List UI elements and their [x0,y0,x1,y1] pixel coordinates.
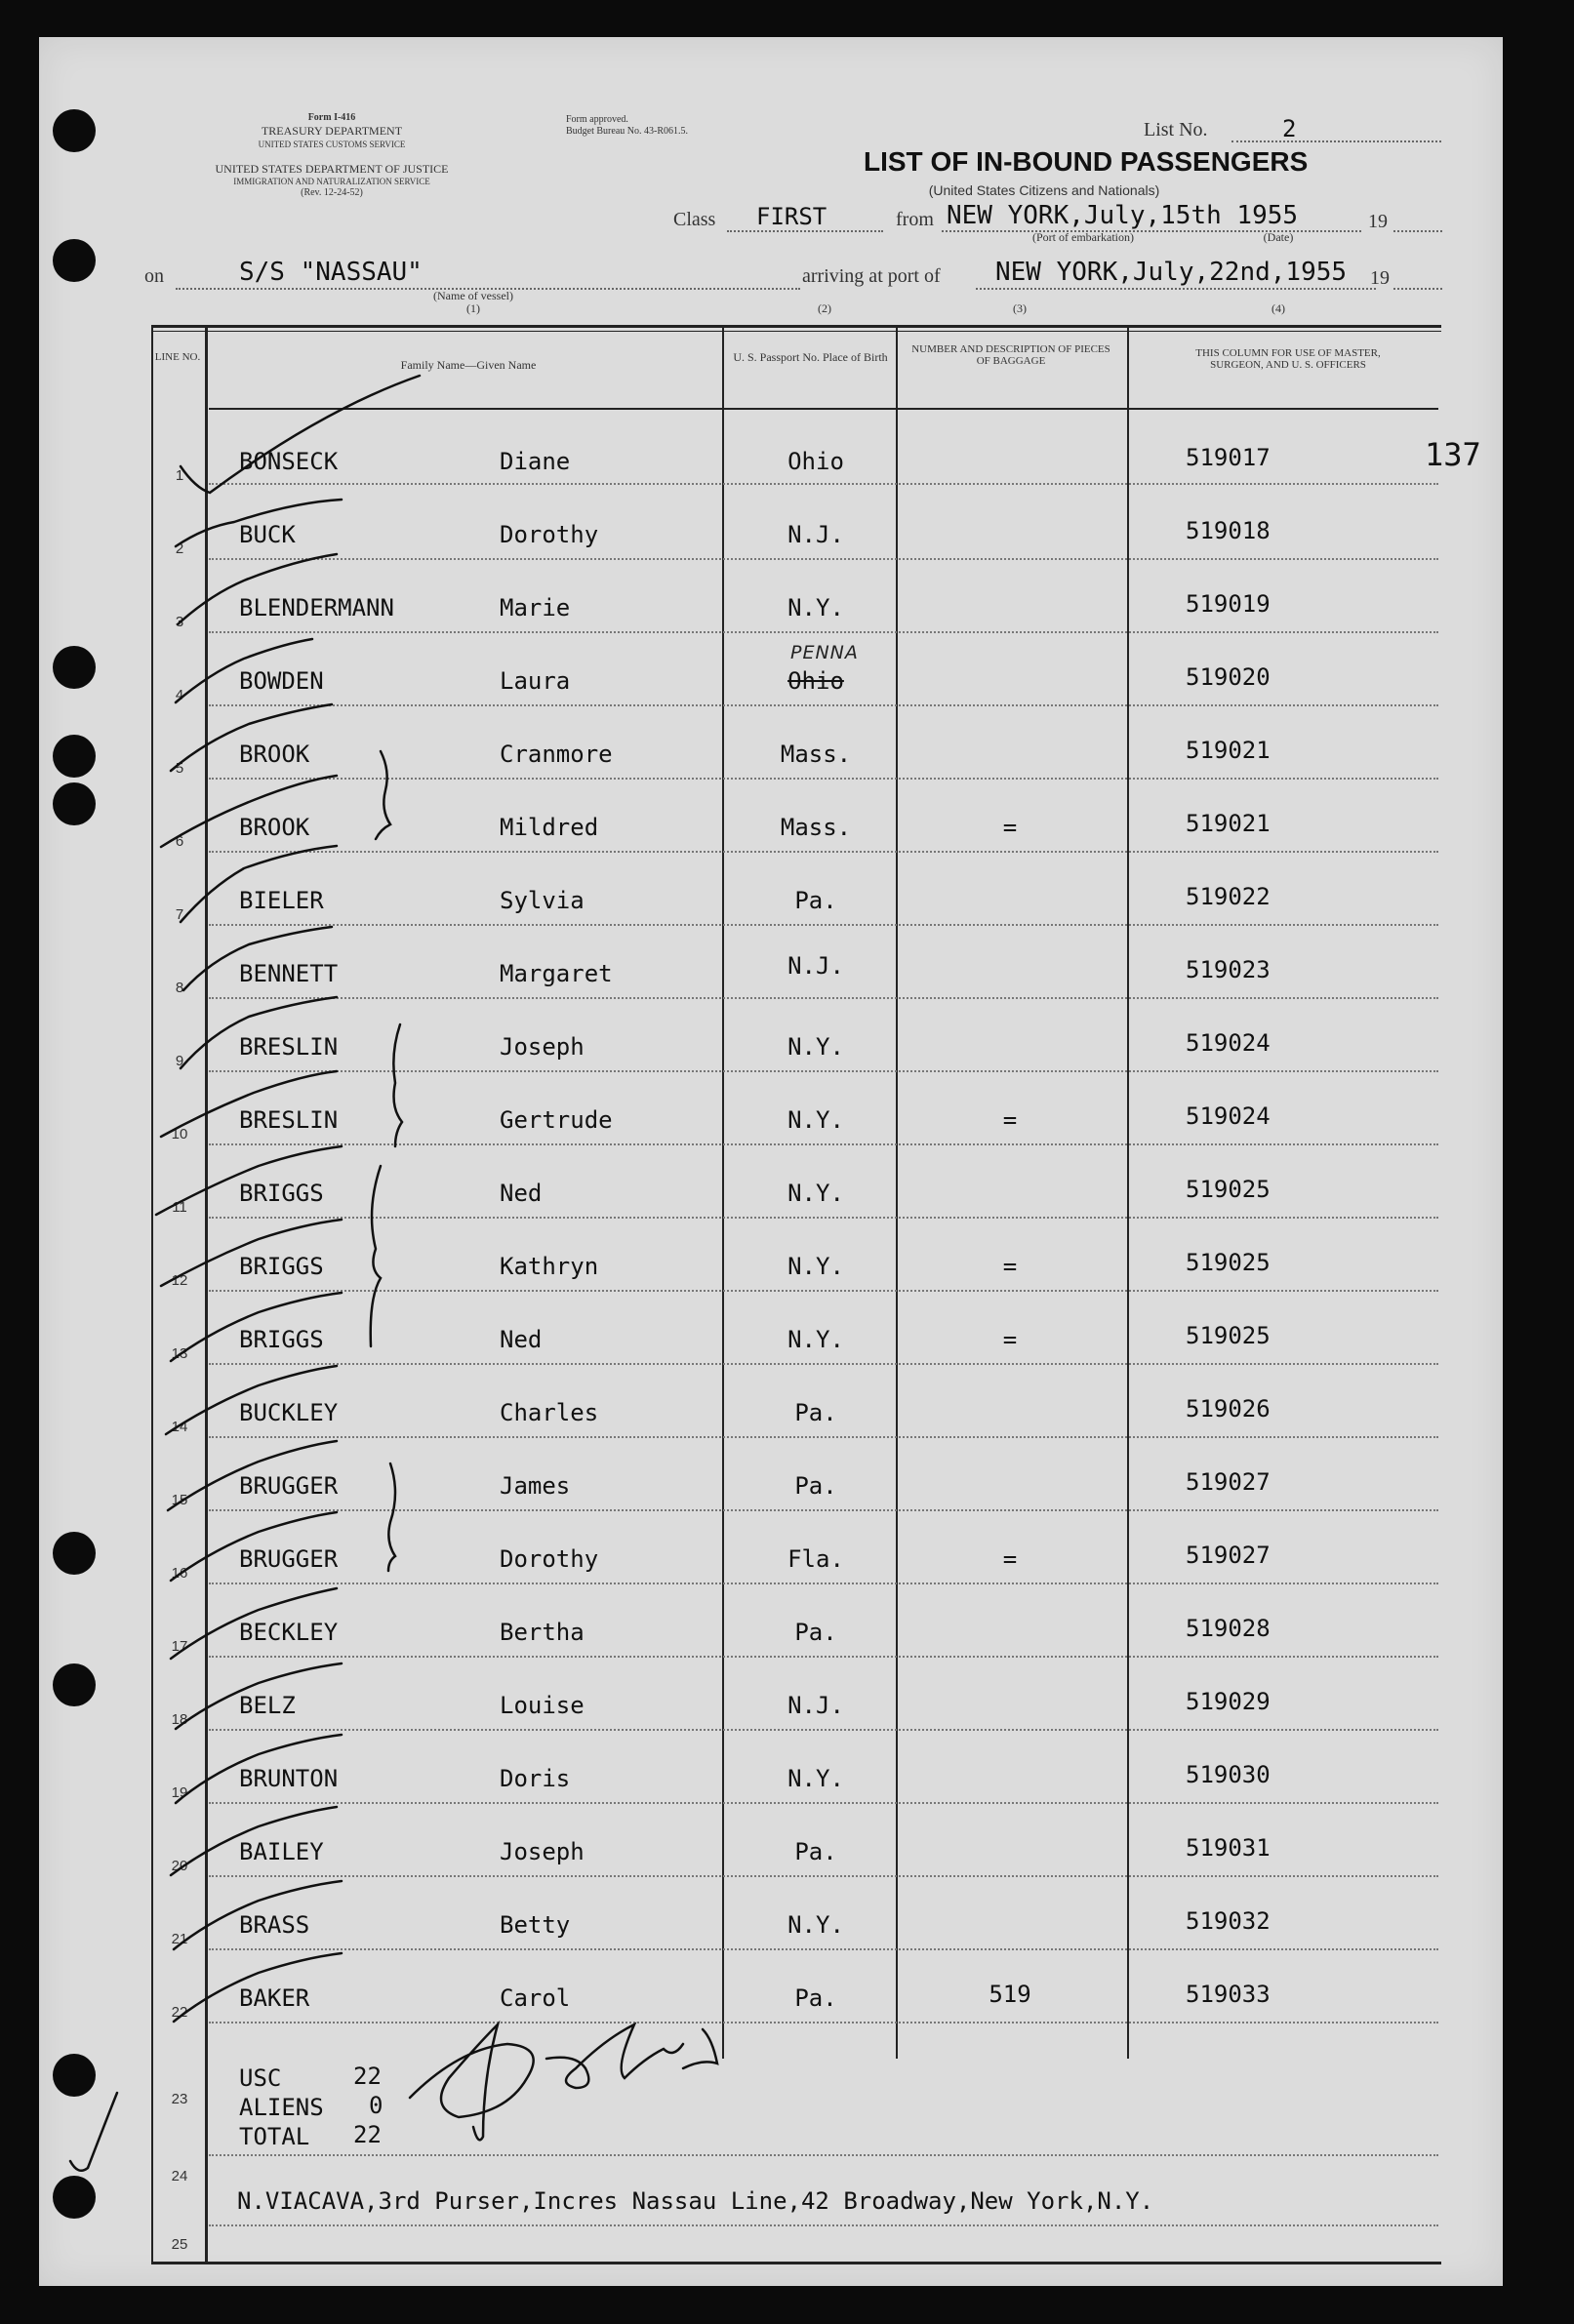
place-of-birth: Ohio [787,667,844,695]
binder-hole [53,2054,96,2097]
row-divider [209,1143,1438,1145]
usc-label: USC [239,2064,282,2092]
row-divider [209,1363,1438,1365]
line-number: 22 [171,2004,188,2021]
line-number: 25 [171,2236,188,2253]
line-number: 20 [171,1858,188,1874]
place-of-birth: N.Y. [787,1765,844,1792]
row-divider [209,1509,1438,1511]
arriving-label: arriving at port of [802,265,941,287]
officer-number: 519025 [1186,1249,1271,1276]
col-header-passport: U. S. Passport No. Place of Birth [733,350,888,364]
family-name: BRIGGS [239,1253,324,1280]
list-no-underline [1231,140,1441,142]
place-of-birth: Pa. [794,1838,837,1865]
family-name: BLENDERMANN [239,594,394,621]
from-label: from [896,209,934,230]
row-divider [209,1948,1438,1950]
arriving-year-underline [1393,288,1442,290]
caption-2: (2) [818,301,831,315]
officer-number: 519033 [1186,1981,1271,2008]
given-name: Marie [500,594,571,621]
officer-number: 519028 [1186,1615,1271,1642]
from-year-underline [1393,230,1442,232]
family-name: BONSECK [239,448,339,475]
passenger-row [0,517,1574,590]
place-of-birth: Pa. [794,887,837,914]
arriving-value: NEW YORK,July,22nd,1955 [995,258,1348,287]
family-name: BUCK [239,521,296,548]
given-name: Margaret [500,960,613,987]
passenger-row [0,1834,1574,1907]
family-name: BRASS [239,1911,310,1939]
line-number: 21 [171,1931,188,1947]
family-name: BUCKLEY [239,1399,339,1426]
on-label: on [144,265,164,287]
family-name: BRUNTON [239,1765,339,1792]
line-number: 4 [175,687,184,703]
line-number: 2 [175,541,184,557]
line-number: 1 [175,467,184,484]
place-of-birth: Pa. [794,1619,837,1646]
family-name: BECKLEY [239,1619,339,1646]
passenger-row [0,1542,1574,1615]
given-name: Dorothy [500,521,599,548]
line-number: 10 [171,1126,188,1142]
place-of-birth: N.Y. [787,1253,844,1280]
family-name: BIELER [239,887,324,914]
officer-number: 519032 [1186,1907,1271,1935]
purser-signature-line: N.VIACAVA,3rd Purser,Incres Nassau Line,42 Broadway,New York,N.Y. [237,2187,1154,2215]
row-divider [209,924,1438,926]
officer-number: 519021 [1186,810,1271,837]
row-divider [209,1729,1438,1731]
line-number: 11 [172,1199,187,1216]
place-of-birth: N.Y. [787,1180,844,1207]
line-number: 8 [175,980,184,996]
class-underline [727,230,883,232]
vessel-caption: (Name of vessel) [433,289,513,302]
passenger-row [0,1176,1574,1249]
baggage: = [1002,1545,1018,1573]
line-number: 9 [175,1053,184,1069]
family-name: BRUGGER [239,1472,339,1500]
place-of-birth: N.Y. [787,1033,844,1061]
caption-3: (3) [1013,301,1027,315]
usc-value: 22 [353,2063,382,2090]
passenger-row [0,1322,1574,1395]
page-subtitle: (United States Citizens and Nationals) [928,182,1160,198]
line-number: 6 [175,833,184,850]
family-name: BRIGGS [239,1180,324,1207]
caption-4: (4) [1271,301,1285,315]
form-number: Form I-416 [307,112,356,123]
page-number: 137 [1425,436,1481,473]
passenger-row [0,1981,1574,2054]
line-number: 3 [175,614,184,630]
family-name: BOWDEN [239,667,324,695]
baggage: = [1002,1253,1018,1280]
officer-number: 519027 [1186,1468,1271,1496]
line-number: 19 [171,1784,188,1801]
officer-number: 519021 [1186,737,1271,764]
line-number: 5 [175,760,184,777]
from-value: NEW YORK,July,15th 1955 [947,201,1299,230]
line-number: 15 [171,1492,188,1508]
given-name: Carol [500,1984,571,2012]
page-title: LIST OF IN-BOUND PASSENGERS [864,146,1309,177]
given-name: Gertrude [500,1106,613,1134]
row-divider [209,1290,1438,1292]
given-name: Bertha [500,1619,585,1646]
col-header-line-no: LINE NO. [154,351,201,363]
customs-label: UNITED STATES CUSTOMS SERVICE [258,140,406,149]
passenger-row [0,1688,1574,1761]
baggage: 519 [989,1981,1031,2008]
officer-number: 519020 [1186,663,1271,691]
place-of-birth: N.J. [787,952,844,980]
given-name: Sylvia [500,887,585,914]
row-divider [209,1583,1438,1584]
class-label: Class [673,209,716,230]
aliens-label: ALIENS [239,2094,324,2121]
passenger-row [0,1468,1574,1542]
table-bottom-rule [151,2262,1441,2264]
baggage: = [1002,1326,1018,1353]
place-of-birth: N.Y. [787,594,844,621]
baggage: = [1002,814,1018,841]
given-name: Louise [500,1692,585,1719]
line-number: 24 [171,2168,188,2184]
line-number: 12 [171,1272,188,1289]
row-divider [209,2022,1438,2023]
col-header-officers: THIS COLUMN FOR USE OF MASTER, SURGEON, AND U. S. OFFICERS [1195,347,1381,371]
given-name: Betty [500,1911,571,1939]
place-of-birth: Ohio [787,448,844,475]
given-name: Mildred [500,814,599,841]
table-top-rule [151,325,1441,328]
row-divider [209,1802,1438,1804]
row-divider [209,1217,1438,1219]
date-caption: (Date) [1263,230,1294,244]
officer-number: 519022 [1186,883,1271,910]
officer-number: 519029 [1186,1688,1271,1715]
aliens-value: 0 [369,2092,383,2119]
passenger-row [0,883,1574,956]
family-name: BAKER [239,1984,310,2012]
place-of-birth: Pa. [794,1399,837,1426]
row-divider [209,483,1438,485]
given-name: Laura [500,667,571,695]
officer-number: 519019 [1186,590,1271,618]
officer-number: 519025 [1186,1176,1271,1203]
row-divider [209,558,1438,560]
place-of-birth: N.Y. [787,1326,844,1353]
passenger-row [0,1102,1574,1176]
rev-label: (Rev. 12-24-52) [301,187,363,198]
arriving-year-suffix: 19 [1370,267,1390,289]
family-name: BRESLIN [239,1033,339,1061]
given-name: Ned [500,1326,543,1353]
given-name: Joseph [500,1838,585,1865]
justice-label: UNITED STATES DEPARTMENT OF JUSTICE [215,162,449,176]
passenger-row [0,737,1574,810]
officer-number: 519023 [1186,956,1271,983]
family-name: BRESLIN [239,1106,339,1134]
passenger-row [0,810,1574,883]
binder-hole [53,239,96,282]
ins-label: IMMIGRATION AND NATURALIZATION SERVICE [233,177,430,186]
officer-number: 519030 [1186,1761,1271,1788]
place-of-birth: Pa. [794,1472,837,1500]
given-name: Doris [500,1765,571,1792]
place-of-birth: Mass. [780,814,852,841]
row-divider [209,778,1438,780]
row-divider [209,631,1438,633]
col-header-name: Family Name—Given Name [400,358,537,372]
passenger-row [0,590,1574,663]
place-of-birth: N.Y. [787,1911,844,1939]
row-divider [209,2224,1438,2226]
family-name: BRIGGS [239,1326,324,1353]
passenger-row [0,1395,1574,1468]
officer-number: 519017 [1186,444,1271,471]
family-name: BRUGGER [239,1545,339,1573]
place-of-birth: Mass. [780,741,852,768]
place-of-birth: N.J. [787,521,844,548]
row-divider [209,1656,1438,1658]
form-approved: Form approved. [566,114,628,125]
family-name: BROOK [239,741,310,768]
total-label: TOTAL [239,2123,310,2150]
family-name: BAILEY [239,1838,324,1865]
passenger-row [0,952,1574,1029]
list-no-value: 2 [1282,115,1297,142]
family-name: BELZ [239,1692,296,1719]
row-divider [209,1070,1438,1072]
passenger-row [0,1249,1574,1322]
table-top-rule-2 [151,331,1441,332]
line-number: 17 [171,1638,188,1655]
passenger-row [0,1907,1574,1981]
vessel-name: S/S "NASSAU" [239,258,423,287]
handwritten-correction: PENNA [790,642,859,663]
row-divider [209,851,1438,853]
row-divider [209,2154,1438,2156]
place-of-birth: N.Y. [787,1106,844,1134]
binder-hole [53,2176,96,2219]
baggage: = [1002,1106,1018,1134]
arriving-underline [976,288,1376,290]
given-name: Joseph [500,1033,585,1061]
passenger-row [0,1029,1574,1102]
officer-number: 519031 [1186,1834,1271,1862]
given-name: Diane [500,448,571,475]
binder-hole [53,109,96,152]
officer-number: 519026 [1186,1395,1271,1422]
officer-number: 519024 [1186,1102,1271,1130]
given-name: Cranmore [500,741,613,768]
line-number: 14 [171,1419,188,1435]
row-divider [209,704,1438,706]
line-number: 13 [171,1345,188,1362]
passenger-row [0,1615,1574,1688]
port-caption: (Port of embarkation) [1032,230,1134,244]
family-name: BROOK [239,814,310,841]
line-number: 7 [175,906,184,923]
from-year-suffix: 19 [1368,211,1388,232]
list-no-label: List No. [1144,119,1208,140]
given-name: Kathryn [500,1253,599,1280]
officer-number: 519025 [1186,1322,1271,1349]
row-divider [209,1436,1438,1438]
family-name: BENNETT [239,960,339,987]
passenger-row [0,444,1574,517]
vessel-caption-num: (1) [466,301,480,315]
passenger-row [0,1761,1574,1834]
given-name: Dorothy [500,1545,599,1573]
given-name: Charles [500,1399,599,1426]
treasury-label: TREASURY DEPARTMENT [261,124,403,138]
total-value: 22 [353,2121,382,2148]
header-bottom-rule [209,408,1438,410]
officer-number: 519018 [1186,517,1271,544]
line-number: 18 [171,1711,188,1728]
class-value: FIRST [756,203,827,230]
passenger-row [0,663,1574,737]
officer-number: 519027 [1186,1542,1271,1569]
row-divider [209,1875,1438,1877]
col-header-baggage: NUMBER AND DESCRIPTION OF PIECES OF BAGGAGE [911,343,1110,367]
officer-number: 519024 [1186,1029,1271,1057]
given-name: James [500,1472,571,1500]
place-of-birth: N.J. [787,1692,844,1719]
line-number: 23 [171,2091,188,2107]
given-name: Ned [500,1180,543,1207]
place-of-birth: Pa. [794,1984,837,2012]
line-number: 16 [171,1565,188,1582]
place-of-birth: Fla. [787,1545,844,1573]
budget-bureau: Budget Bureau No. 43-R061.5. [566,126,688,137]
row-divider [209,997,1438,999]
